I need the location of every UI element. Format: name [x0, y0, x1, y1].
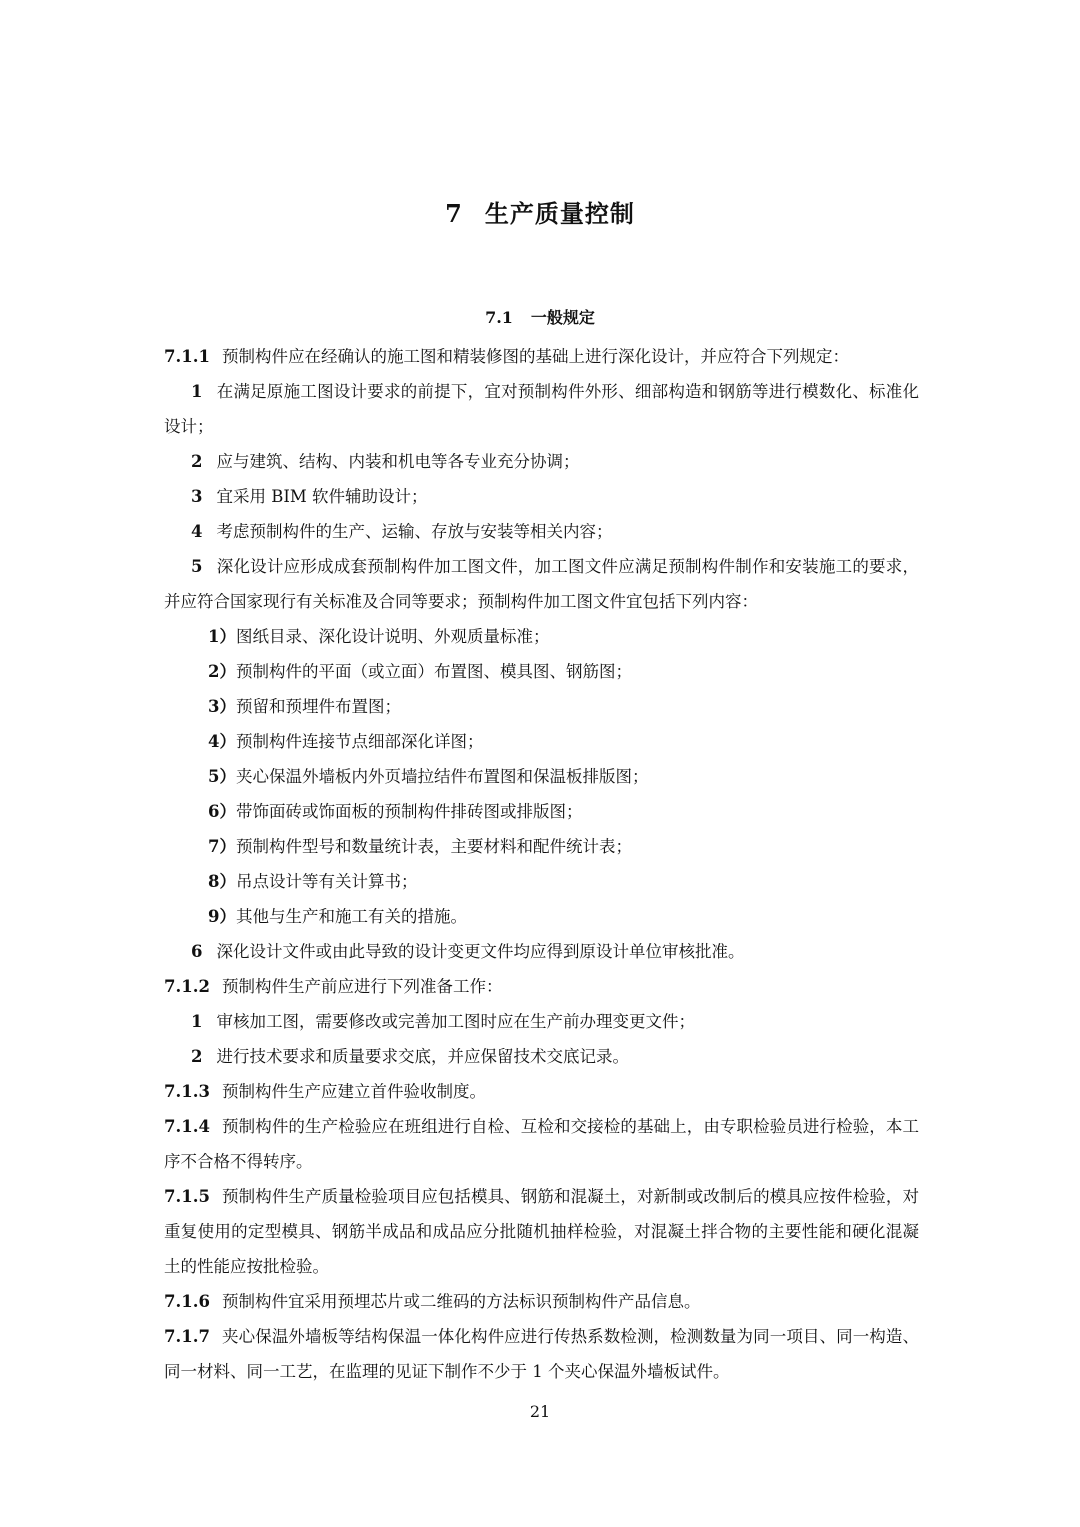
sub-item-text: 夹心保温外墙板内外页墙拉结件布置图和保温板排版图；: [235, 767, 649, 786]
sub-item-number: 1）: [208, 627, 236, 646]
section-title: [0, 304, 1080, 332]
item-number: 2: [191, 1047, 203, 1066]
sub-item-text: 带饰面砖或饰面板的预制构件排砖图或排版图；: [235, 802, 583, 821]
clause-7-1-2: [164, 969, 919, 1004]
item-number: 3: [191, 487, 203, 506]
item-text: 在满足原施工图设计要求的前提下，宜对预制构件外形、细部构造和钢筋等进行模数化、标准化设计；: [164, 382, 919, 436]
sub-item-text: 其他与生产和施工有关的措施。: [235, 907, 467, 926]
item-number: 4: [191, 522, 203, 541]
document-body: [164, 339, 919, 1389]
clause-number: 7.1.4: [164, 1117, 210, 1136]
clause-text: 预制构件生产前应进行下列准备工作：: [221, 977, 503, 996]
item-text: 宜采用 BIM 软件辅助设计；: [216, 487, 428, 506]
sub-item-number: 9）: [208, 907, 236, 926]
item-text: 深化设计应形成成套预制构件加工图文件，加工图文件应满足预制构件制作和安装施工的要求，并应符合国家现行有关标准及合同等要求；预制构件加工图文件宜包括下列内容：: [164, 557, 919, 611]
sub-item-number: 2）: [208, 662, 236, 681]
item-text: 应与建筑、结构、内装和机电等各专业充分协调；: [216, 452, 580, 471]
sub-item-text: 预制构件型号和数量统计表，主要材料和配件统计表；: [235, 837, 632, 856]
list-item: [164, 374, 919, 444]
sub-item-text: 预制构件的平面（或立面）布置图、模具图、钢筋图；: [235, 662, 632, 681]
list-item: [164, 549, 919, 619]
chapter-number: 7: [445, 199, 463, 228]
sub-item-number: 6）: [208, 802, 236, 821]
sub-item: [164, 724, 919, 759]
list-item: [164, 479, 919, 514]
list-item: [164, 444, 919, 479]
clause-7-1-1: [164, 339, 919, 374]
sub-item-text: 预制构件连接节点细部深化详图；: [235, 732, 484, 751]
item-number: 5: [191, 557, 203, 576]
item-number: 1: [191, 382, 203, 401]
clause-number: 7.1.3: [164, 1082, 210, 1101]
clause-7-1-3: [164, 1074, 919, 1109]
clause-7-1-7: [164, 1319, 919, 1389]
sub-item: [164, 794, 919, 829]
sub-item: [164, 689, 919, 724]
sub-item: [164, 619, 919, 654]
sub-item: [164, 759, 919, 794]
sub-item-number: 3）: [208, 697, 236, 716]
item-text: 进行技术要求和质量要求交底，并应保留技术交底记录。: [216, 1047, 629, 1066]
clause-text: 夹心保温外墙板等结构保温一体化构件应进行传热系数检测，检测数量为同一项目、同一构造、同一材料、同一工艺，在监理的见证下制作不少于 1 个夹心保温外墙板试件。: [164, 1327, 919, 1381]
sub-item-text: 吊点设计等有关计算书；: [235, 872, 418, 891]
sub-item: [164, 899, 919, 934]
sub-item: [164, 829, 919, 864]
clause-number: 7.1.5: [164, 1187, 210, 1206]
item-number: 6: [191, 942, 203, 961]
section-number: 7.1: [485, 308, 513, 327]
sub-item-text: 预留和预埋件布置图；: [235, 697, 401, 716]
clause-7-1-4: [164, 1109, 919, 1179]
sub-item-number: 4）: [208, 732, 236, 751]
item-text: 深化设计文件或由此导致的设计变更文件均应得到原设计单位审核批准。: [216, 942, 745, 961]
item-text: 审核加工图，需要修改或完善加工图时应在生产前办理变更文件；: [216, 1012, 695, 1031]
sub-item-number: 7）: [208, 837, 236, 856]
clause-text: 预制构件生产质量检验项目应包括模具、钢筋和混凝土，对新制或改制后的模具应按件检验，对重复使用的定型模具、钢筋半成品和成品应分批随机抽样检验，对混凝土拌合物的主要性能和硬化混凝土的性能应按批检验。: [164, 1187, 919, 1276]
clause-number: 7.1.7: [164, 1327, 210, 1346]
list-item: [164, 514, 919, 549]
clause-number: 7.1.1: [164, 347, 210, 366]
clause-text: 预制构件应在经确认的施工图和精装修图的基础上进行深化设计，并应符合下列规定：: [221, 347, 849, 366]
clause-text: 预制构件的生产检验应在班组进行自检、互检和交接检的基础上，由专职检验员进行检验，本工序不合格不得转序。: [164, 1117, 919, 1171]
section-title-text: 一般规定: [530, 308, 595, 327]
clause-7-1-5: [164, 1179, 919, 1284]
sub-item: [164, 864, 919, 899]
list-item: [164, 1004, 919, 1039]
sub-item-text: 图纸目录、深化设计说明、外观质量标准；: [235, 627, 550, 646]
sub-item-number: 8）: [208, 872, 236, 891]
chapter-title-text: 生产质量控制: [484, 199, 635, 228]
page-number: 21: [529, 1402, 551, 1421]
sub-item: [164, 654, 919, 689]
chapter-title: [0, 196, 1080, 232]
list-item: [164, 934, 919, 969]
clause-text: 预制构件生产应建立首件验收制度。: [221, 1082, 486, 1101]
sub-item-number: 5）: [208, 767, 236, 786]
item-number: 2: [191, 452, 203, 471]
item-number: 1: [191, 1012, 203, 1031]
clause-7-1-6: [164, 1284, 919, 1319]
clause-text: 预制构件宜采用预埋芯片或二维码的方法标识预制构件产品信息。: [221, 1292, 701, 1311]
item-text: 考虑预制构件的生产、运输、存放与安装等相关内容；: [216, 522, 613, 541]
clause-number: 7.1.2: [164, 977, 210, 996]
list-item: [164, 1039, 919, 1074]
clause-number: 7.1.6: [164, 1292, 210, 1311]
